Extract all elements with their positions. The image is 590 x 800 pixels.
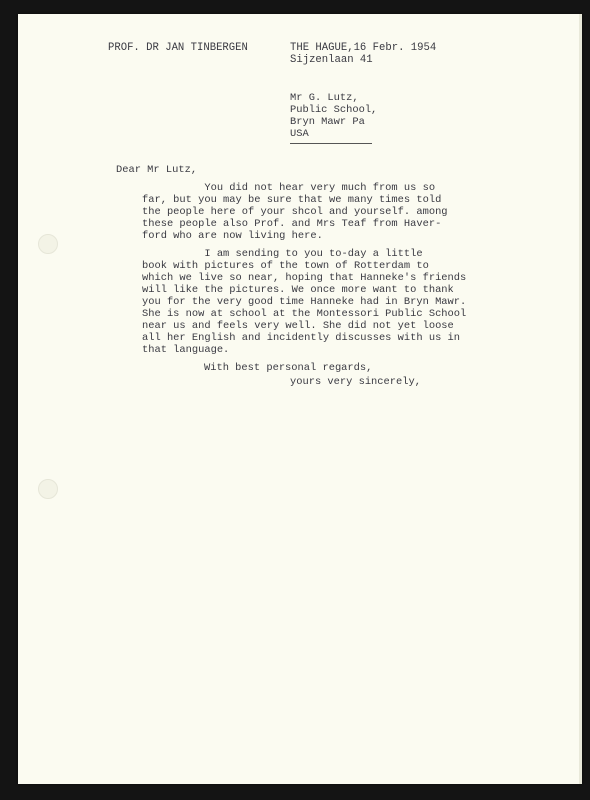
address-underline [290,143,372,144]
closing-signoff: yours very sincerely, [290,376,421,388]
text-line: that language. [142,344,230,356]
sender-street: Sijzenlaan 41 [290,54,373,66]
text-line: book with pictures of the town of Rotterdam to [142,260,429,272]
closing-regards: With best personal regards, [204,362,373,374]
text-line: all her English and incidently discusses with us in [142,332,461,344]
text-line: the people here of your shcol and yourself. among [142,206,448,218]
place-date: THE HAGUE,16 Febr. 1954 [290,42,437,54]
salutation: Dear Mr Lutz, [116,164,198,176]
recipient-line: Public School, [290,104,378,116]
text-line: you for the very good time Hanneke had in Bryn Mawr. [142,296,467,308]
text-line: I am sending to you to-day a little [142,248,423,260]
page-edge [579,14,582,784]
recipient-line: USA [290,128,309,140]
punch-hole-top [38,234,58,254]
recipient-line: Mr G. Lutz, [290,92,359,104]
text-line: She is now at school at the Montessori Public School [142,308,467,320]
recipient-line: Bryn Mawr Pa [290,116,365,128]
text-line: which we live so near, hoping that Hanneke's friends [142,272,467,284]
text-line: these people also Prof. and Mrs Teaf from Haver- [142,218,442,230]
punch-hole-bottom [38,479,58,499]
text-line: ford who are now living here. [142,230,323,242]
letter-page [18,14,582,784]
text-line: far, but you may be sure that we many times told [142,194,442,206]
text-line: near us and feels very well. She did not yet loose [142,320,454,332]
text-line: will like the pictures. We once more want to thank [142,284,454,296]
text-line: You did not hear very much from us so [142,182,436,194]
sender-name: PROF. DR JAN TINBERGEN [108,42,248,54]
